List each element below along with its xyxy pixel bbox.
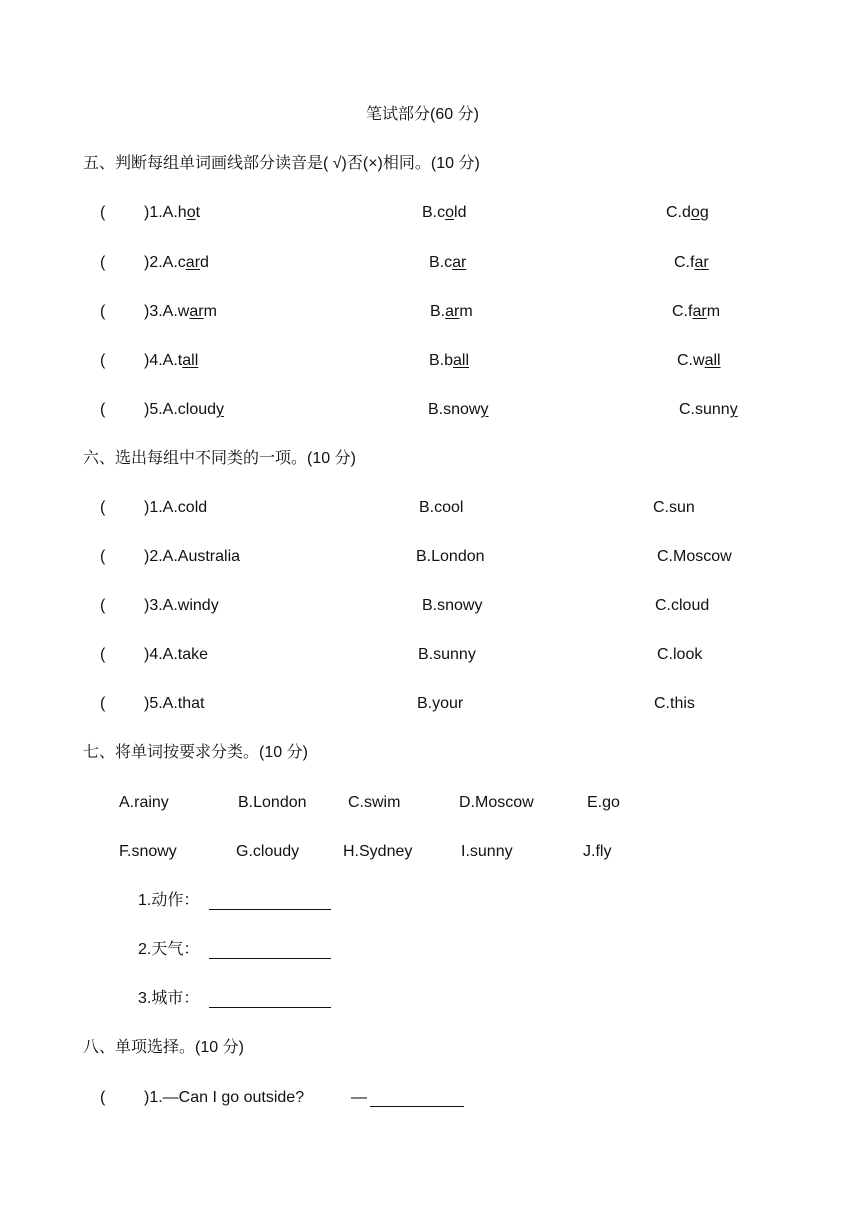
item-c: C.this	[654, 695, 695, 712]
answer-paren[interactable]: (	[100, 303, 106, 320]
word-option: C.swim	[348, 794, 401, 811]
item-b: B.ball	[429, 352, 470, 369]
item-b: B.cool	[419, 499, 464, 516]
word-option: D.Moscow	[459, 794, 534, 811]
item-b: B.London	[416, 548, 485, 565]
item-c: C.sunny	[679, 401, 738, 418]
page-title: 笔试部分(60 分)	[366, 106, 479, 123]
item-b: B.your	[417, 695, 464, 712]
item-a: )4.A.tall	[144, 352, 199, 369]
answer-paren[interactable]: (	[100, 646, 106, 663]
item-b: B.car	[429, 254, 467, 271]
answer-paren[interactable]: (	[100, 597, 106, 614]
item-c: C.look	[657, 646, 703, 663]
answer-paren[interactable]: (	[100, 254, 106, 271]
answer-dash: —	[351, 1089, 367, 1106]
answer-paren[interactable]: (	[100, 352, 106, 369]
word-option: F.snowy	[119, 843, 177, 860]
answer-paren[interactable]: (	[100, 499, 106, 516]
section-5-heading: 五、判断每组单词画线部分读音是( √)否(×)相同。(10 分)	[83, 155, 480, 172]
word-option: H.Sydney	[343, 843, 413, 860]
word-option: B.London	[238, 794, 307, 811]
item-a: )5.A.cloudy	[144, 401, 225, 418]
item-a: )2.A.Australia	[144, 548, 241, 565]
category-label: 3.城市：	[138, 990, 200, 1007]
item-b: B.snowy	[428, 401, 489, 418]
item-c: C.farm	[672, 303, 721, 320]
category-label: 1.动作：	[138, 892, 200, 909]
word-option: I.sunny	[461, 843, 513, 860]
item-b: B.arm	[430, 303, 473, 320]
word-option: A.rainy	[119, 794, 169, 811]
answer-paren[interactable]: (	[100, 695, 106, 712]
answer-paren[interactable]: (	[100, 548, 106, 565]
item-c: C.sun	[653, 499, 695, 516]
section-6-heading: 六、选出每组中不同类的一项。(10 分)	[83, 450, 356, 467]
answer-paren[interactable]: (	[100, 401, 106, 418]
answer-blank[interactable]	[370, 1090, 464, 1107]
section-7-heading: 七、将单词按要求分类。(10 分)	[83, 744, 308, 761]
item-c: C.far	[674, 254, 709, 271]
item-c: C.cloud	[655, 597, 710, 614]
question-text: )1.—Can I go outside?	[144, 1089, 305, 1106]
item-a: )5.A.that	[144, 695, 205, 712]
answer-blank[interactable]	[209, 942, 331, 959]
item-c: C.wall	[677, 352, 721, 369]
item-a: )3.A.warm	[144, 303, 217, 320]
answer-blank[interactable]	[209, 893, 331, 910]
item-b: B.snowy	[422, 597, 483, 614]
answer-paren[interactable]: (	[100, 204, 106, 221]
item-a: )1.A.hot	[144, 204, 201, 221]
item-c: C.Moscow	[657, 548, 732, 565]
category-label: 2.天气：	[138, 941, 200, 958]
item-a: )4.A.take	[144, 646, 209, 663]
item-b: B.sunny	[418, 646, 476, 663]
word-option: J.fly	[583, 843, 612, 860]
item-b: B.cold	[422, 204, 467, 221]
item-a: )2.A.card	[144, 254, 209, 271]
item-a: )3.A.windy	[144, 597, 219, 614]
section-8-heading: 八、单项选择。(10 分)	[83, 1039, 244, 1056]
word-option: E.go	[587, 794, 620, 811]
answer-blank[interactable]	[209, 991, 331, 1008]
item-a: )1.A.cold	[144, 499, 208, 516]
answer-paren[interactable]: (	[100, 1089, 106, 1106]
item-c: C.dog	[666, 204, 709, 221]
word-option: G.cloudy	[236, 843, 300, 860]
